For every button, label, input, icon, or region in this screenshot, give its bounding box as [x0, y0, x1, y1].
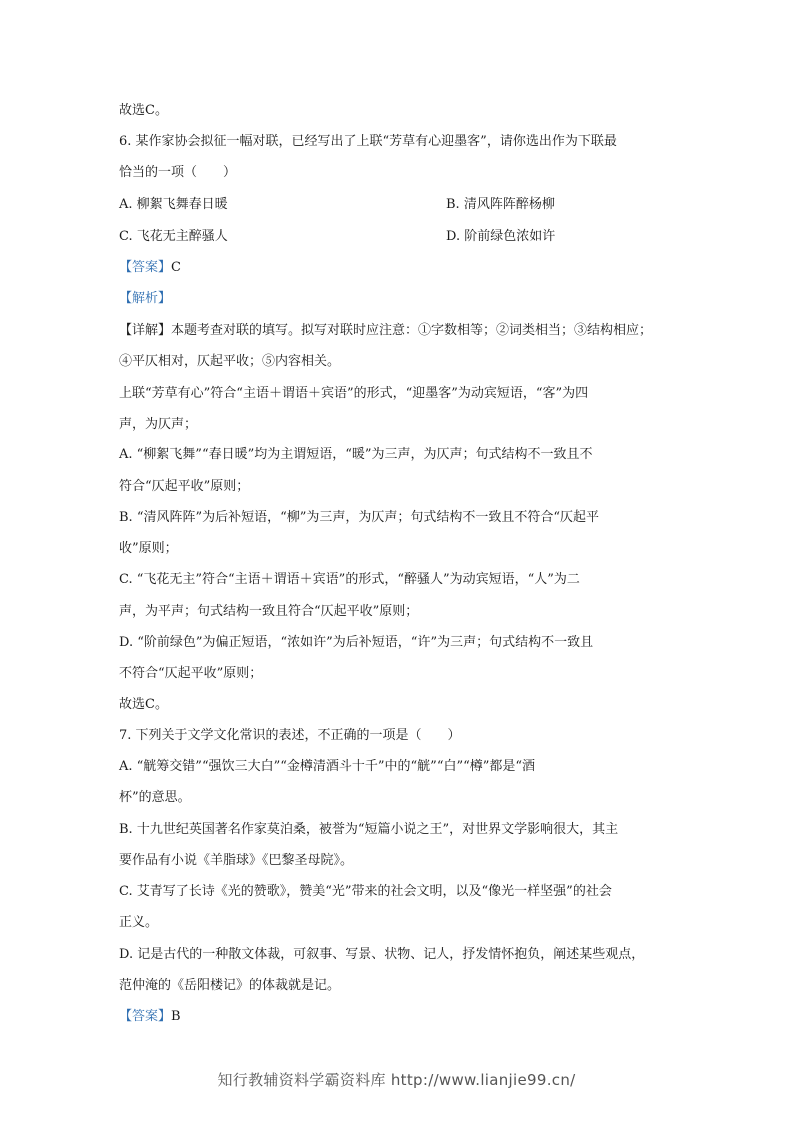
- question-6-option-d: D. 阶前绿色浓如许: [446, 229, 556, 244]
- page-footer: 知行教辅资料学霸资料库 http://www.lianjie99.cn/: [217, 1071, 576, 1089]
- explanation-line: 声，为仄声；: [119, 417, 198, 432]
- answer-value: C: [171, 260, 181, 275]
- explanation-line: A. “柳絮飞舞”“春日暖”均为主谓短语，“暖”为三声，为仄声；句式结构不一致且不: [119, 447, 593, 462]
- question-6-option-b: B. 清风阵阵醉杨柳: [446, 197, 555, 212]
- explanation-line: D. “阶前绿色”为偏正短语，“浓如许”为后补短语，“许”为三声；句式结构不一致且: [119, 635, 594, 650]
- answer-7: [119, 1008, 181, 1026]
- explanation-line: B. “清风阵阵”为后补短语，“柳”为三声，为仄声；句式结构不一致且不符合“仄起平: [119, 510, 600, 525]
- text-line: 故选C。: [119, 103, 168, 118]
- answer-6: [119, 259, 181, 277]
- question-7-option-d: D. 记是古代的一种散文体裁，可叙事、写景、状物、记人，抒发情怀抱负，阐述某些观点，: [119, 947, 645, 962]
- question-7-option-a-cont: 杯”的意思。: [119, 790, 191, 805]
- explanation-line: 【详解】本题考查对联的填写。拟写对联时应注意：①字数相等；②词类相当；③结构相应；: [119, 323, 653, 338]
- answer-tag: 【答案】: [119, 260, 172, 275]
- explanation-line: 声，为平声；句式结构一致且符合“仄起平收”原则；: [119, 604, 419, 619]
- explanation-line: ④平仄相对，仄起平收；⑤内容相关。: [119, 354, 341, 369]
- question-7-option-d-cont: 范仲淹的《岳阳楼记》的体裁就是记。: [119, 978, 341, 993]
- explanation-line: 故选C。: [119, 697, 168, 712]
- question-7-option-c: C. 艾青写了长诗《光的赞歌》，赞美“光”带来的社会文明，以及“像光一样坚强”的社会: [119, 884, 612, 899]
- question-6-option-c: C. 飞花无主醉骚人: [119, 229, 228, 244]
- question-6-option-a: A. 柳絮飞舞春日暖: [119, 197, 228, 212]
- analysis-tag: 【解析】: [119, 291, 172, 306]
- explanation-line: 收”原则；: [119, 541, 178, 556]
- explanation-line: 不符合“仄起平收”原则；: [119, 666, 263, 681]
- explanation-line: C. “飞花无主”符合“主语＋谓语＋宾语”的形式，“醉骚人”为动宾短语，“人”为二: [119, 572, 580, 587]
- explanation-line: 上联“芳草有心”符合“主语＋谓语＋宾语”的形式，“迎墨客”为动宾短语，“客”为四: [119, 386, 589, 401]
- question-7-option-a: A. “觥筹交错”“强饮三大白”“金樽清酒斗十千”中的“觥”“白”“樽”都是“酒: [119, 759, 536, 774]
- question-6-stem-cont: 恰当的一项（ ）: [119, 165, 237, 180]
- question-6-stem: 6. 某作家协会拟征一幅对联，已经写出了上联“芳草有心迎墨客”，请你选出作为下联最: [119, 134, 617, 149]
- question-7-stem: 7. 下列关于文学文化常识的表述，不正确的一项是（ ）: [119, 728, 461, 743]
- answer-tag: 【答案】: [119, 1009, 172, 1024]
- question-7-option-c-cont: 正义。: [119, 915, 159, 930]
- question-7-option-b: B. 十九世纪英国著名作家莫泊桑，被誉为“短篇小说之王”，对世界文学影响很大，其主: [119, 822, 619, 837]
- explanation-line: 符合“仄起平收”原则；: [119, 479, 250, 494]
- answer-value: B: [171, 1009, 181, 1024]
- question-7-option-b-cont: 要作品有小说《羊脂球》《巴黎圣母院》。: [119, 853, 354, 868]
